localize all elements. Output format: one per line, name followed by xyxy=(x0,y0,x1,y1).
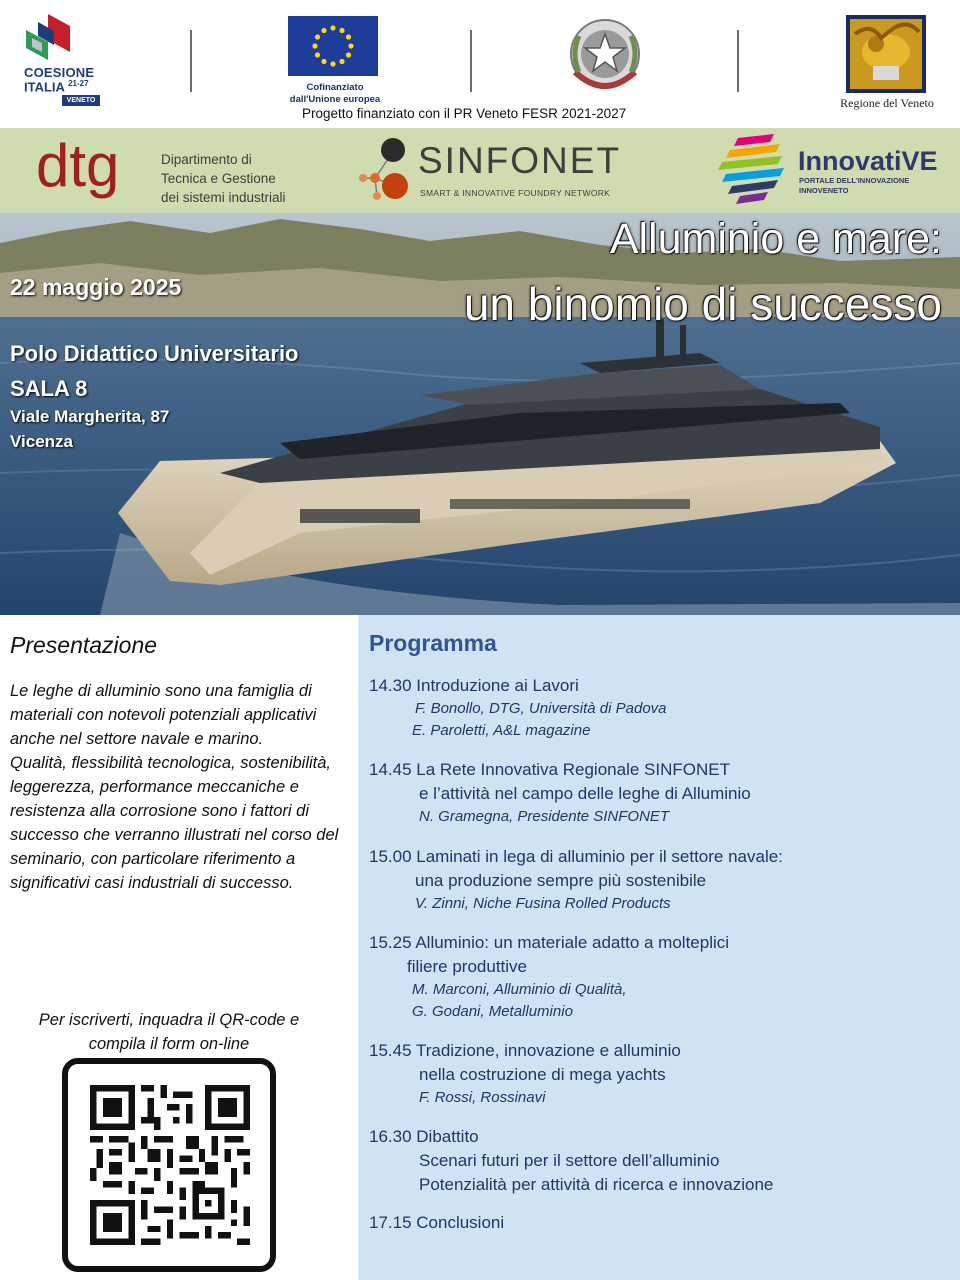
programme-speaker: F. Bonollo, DTG, Università di Padova xyxy=(415,700,667,717)
coesione-italia-logo xyxy=(18,12,108,112)
innovative-name: InnovatiVE xyxy=(798,146,938,176)
coesione-region: VENETO xyxy=(62,95,100,106)
presentation-paragraph-2: Qualità, flessibilità tecnologica, sostenibilità, leggerezza, performance meccaniche e resistenza alla corrosione sono i fattori di successo che verranno illustrati nel corso del seminario, con particolare riferimento a significativi casi industriali di successo. xyxy=(10,754,339,892)
programme-speaker: G. Godani, Metalluminio xyxy=(412,1003,573,1020)
divider xyxy=(470,30,472,92)
dtg-name xyxy=(161,150,286,207)
italian-republic-emblem xyxy=(565,14,645,100)
event-title-line2: un binomio di successo xyxy=(463,278,942,330)
presentation-section xyxy=(0,615,358,1280)
innovative-subtitle xyxy=(799,176,909,196)
registration-qr-code[interactable] xyxy=(62,1058,276,1272)
programme-item-continuation: Potenzialità per attività di ricerca e innovazione xyxy=(419,1175,774,1194)
venue-address: Viale Margherita, 87 xyxy=(10,407,170,426)
programme-item-continuation: una produzione sempre più sostenibile xyxy=(415,871,707,890)
programme-item-1500 xyxy=(369,845,954,915)
eu-caption xyxy=(280,82,390,106)
veneto-lion-logo xyxy=(845,14,927,94)
programme-item-continuation: Scenari futuri per il settore dell’alluminio xyxy=(419,1151,720,1170)
venue-room: SALA 8 xyxy=(10,376,88,401)
programme-item-continuation: nella costruzione di mega yachts xyxy=(419,1065,666,1084)
innovative-sub1: PORTALE DELL'INNOVAZIONE xyxy=(799,176,910,185)
innovative-sub2: INNOVENETO xyxy=(799,186,849,195)
programme-item-continuation: e l’attività nel campo delle leghe di Alluminio xyxy=(419,784,751,803)
divider xyxy=(190,30,192,92)
programme-item-1445 xyxy=(369,758,954,828)
programme-item-1715 xyxy=(369,1211,954,1235)
veneto-caption: Regione del Veneto xyxy=(840,96,934,110)
programme-speaker: N. Gramegna, Presidente SINFONET xyxy=(419,808,670,825)
programme-speaker: V. Zinni, Niche Fusina Rolled Products xyxy=(415,895,671,912)
qr-code-icon[interactable] xyxy=(90,1085,250,1245)
qr-caption-line1: Per iscriverti, inquadra il QR-code e xyxy=(38,1011,300,1029)
programme-item-1630 xyxy=(369,1125,954,1197)
eu-flag-logo xyxy=(288,16,378,76)
sinfonet-name: SINFONET xyxy=(418,140,622,181)
programme-speaker: E. Paroletti, A&L magazine xyxy=(412,722,591,739)
eu-caption-line1: Cofinanziato xyxy=(306,82,364,93)
programme-item-title: 14.30 Introduzione ai Lavori xyxy=(369,676,579,695)
lion-of-saint-mark-icon xyxy=(845,14,927,94)
event-title-line1: Alluminio e mare: xyxy=(609,215,942,263)
programme-speaker: F. Rossi, Rossinavi xyxy=(419,1089,546,1106)
programme-item-1545 xyxy=(369,1039,954,1109)
dtg-line2: Tecnica e Gestione xyxy=(161,171,276,186)
presentation-title: Presentazione xyxy=(10,632,158,658)
project-funding-line: Progetto finanziato con il PR Veneto FESR 2021-2027 xyxy=(302,106,627,121)
qr-caption-line2: compila il form on-line xyxy=(88,1035,250,1053)
eu-stars-icon xyxy=(288,16,378,76)
innovative-ribbon-icon xyxy=(718,134,786,206)
programme-item-1430 xyxy=(369,674,954,742)
venue-city: Vicenza xyxy=(10,432,74,451)
coesione-line2 xyxy=(24,79,89,94)
coesione-years: 21-27 xyxy=(68,79,89,88)
dtg-logo-icon xyxy=(36,140,152,200)
dtg-line3: dei sistemi industriali xyxy=(161,190,286,205)
logo-strip xyxy=(0,0,960,128)
hero-banner xyxy=(0,213,960,615)
programme-item-title: 15.45 Tradizione, innovazione e alluminio xyxy=(369,1041,681,1060)
programme-item-title: 16.30 Dibattito xyxy=(369,1127,479,1146)
programme-title: Programma xyxy=(369,630,497,656)
programme-item-title: 15.25 Alluminio: un materiale adatto a molteplici xyxy=(369,933,730,952)
divider xyxy=(737,30,739,92)
coesione-italia-text: ITALIA xyxy=(24,79,65,95)
programme-item-title: 15.00 Laminati in lega di alluminio per il settore navale: xyxy=(369,847,783,866)
programme-section xyxy=(358,615,960,1280)
programme-speaker: M. Marconi, Alluminio di Qualità, xyxy=(412,981,627,998)
dtg-logo-text: dtg xyxy=(36,140,120,199)
programme-item-continuation: filiere produttive xyxy=(407,957,528,976)
event-date: 22 maggio 2025 xyxy=(10,274,182,300)
emblem-icon xyxy=(565,14,645,100)
presentation-body xyxy=(10,679,355,895)
venue-name: Polo Didattico Universitario xyxy=(10,341,299,366)
sinfonet-network-icon xyxy=(355,136,417,202)
eu-caption-line2: dall'Unione europea xyxy=(289,94,381,105)
programme-item-title: 14.45 La Rete Innovativa Regionale SINFONET xyxy=(369,760,730,779)
programme-item-title: 17.15 Conclusioni xyxy=(369,1213,505,1232)
presentation-paragraph-1: Le leghe di alluminio sono una famiglia di materiali con notevoli potenziali applicativi anche nel settore navale e marino. xyxy=(10,682,317,748)
qr-caption xyxy=(0,1008,338,1056)
partner-band xyxy=(0,128,960,213)
coesione-line1: COESIONE xyxy=(24,65,95,80)
coesione-italia-icon xyxy=(18,12,78,62)
programme-item-1525 xyxy=(369,931,954,1023)
sinfonet-tagline: SMART & INNOVATIVE FOUNDRY NETWORK xyxy=(420,188,611,198)
dtg-line1: Dipartimento di xyxy=(161,152,252,167)
